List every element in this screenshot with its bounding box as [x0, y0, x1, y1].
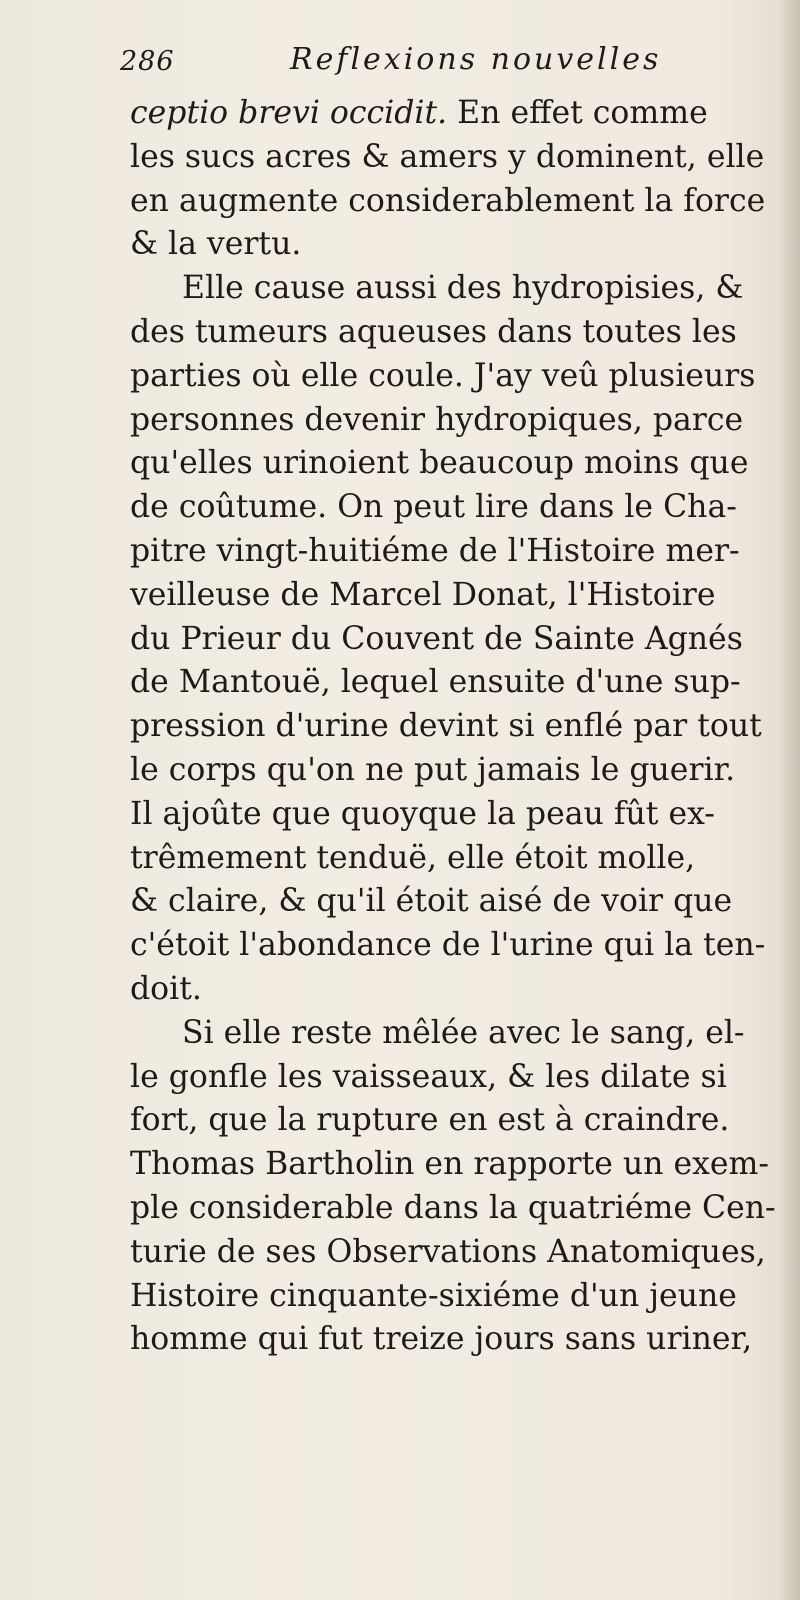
text-line: qu'elles urinoient beaucoup moins que [130, 445, 749, 482]
text-line: le gonfle les vaisseaux, & les dilate si [130, 1058, 727, 1095]
text-line: de coûtume. On peut lire dans le Cha- [130, 489, 737, 526]
paragraph-start-line: Elle cause aussi des hydropisies, & [182, 270, 744, 307]
text-line: & claire, & qu'il étoit aisé de voir que [130, 883, 733, 920]
page-number: 286 [120, 46, 175, 77]
text-line: Thomas Bartholin en rapporte un exem- [130, 1146, 770, 1183]
text-line: Il ajoûte que quoyque la peau fût ex- [130, 795, 715, 832]
paragraph-start-line: Si elle reste mêlée avec le sang, el- [182, 1014, 745, 1051]
text-line: les sucs acres & amers y dominent, elle [130, 138, 765, 175]
text-line: personnes devenir hydropiques, parce [130, 401, 744, 438]
text-line: des tumeurs aqueuses dans toutes les [130, 313, 737, 350]
text-line: turie de ses Observations Anatomiques, [130, 1233, 766, 1270]
running-title: Reflexions nouvelles [290, 42, 662, 77]
text-line: veilleuse de Marcel Donat, l'Histoire [130, 576, 716, 613]
text-line: c'étoit l'abondance de l'urine qui la ten- [130, 927, 766, 964]
text-line: & la vertu. [130, 226, 302, 263]
text-line: pression d'urine devint si enflé par tout [130, 708, 762, 745]
text-line: du Prieur du Couvent de Sainte Agnés [130, 620, 743, 657]
text-line [130, 92, 785, 136]
body-text [130, 92, 785, 1362]
text-line: pitre vingt-huitiéme de l'Histoire mer- [130, 532, 740, 569]
line-text: En effet comme [447, 95, 708, 131]
italic-phrase: ceptio brevi occidit. [130, 95, 448, 131]
text-line: trêmement tenduë, elle étoit molle, [130, 839, 696, 876]
text-line: en augmente considerablement la force [130, 182, 766, 219]
text-line: homme qui fut treize jours sans uriner, [130, 1321, 753, 1358]
running-head [120, 42, 800, 92]
text-line: de Mantouë, lequel ensuite d'une sup- [130, 664, 741, 701]
text-line: parties où elle coule. J'ay veû plusieurs [130, 357, 756, 394]
text-line: ple considerable dans la quatriéme Cen- [130, 1189, 776, 1226]
text-line: Histoire cinquante-sixiéme d'un jeune [130, 1277, 737, 1314]
text-line: fort, que la rupture en est à craindre. [130, 1102, 730, 1139]
text-line: doit. [130, 970, 202, 1007]
text-line: le corps qu'on ne put jamais le guerir. [130, 751, 736, 788]
